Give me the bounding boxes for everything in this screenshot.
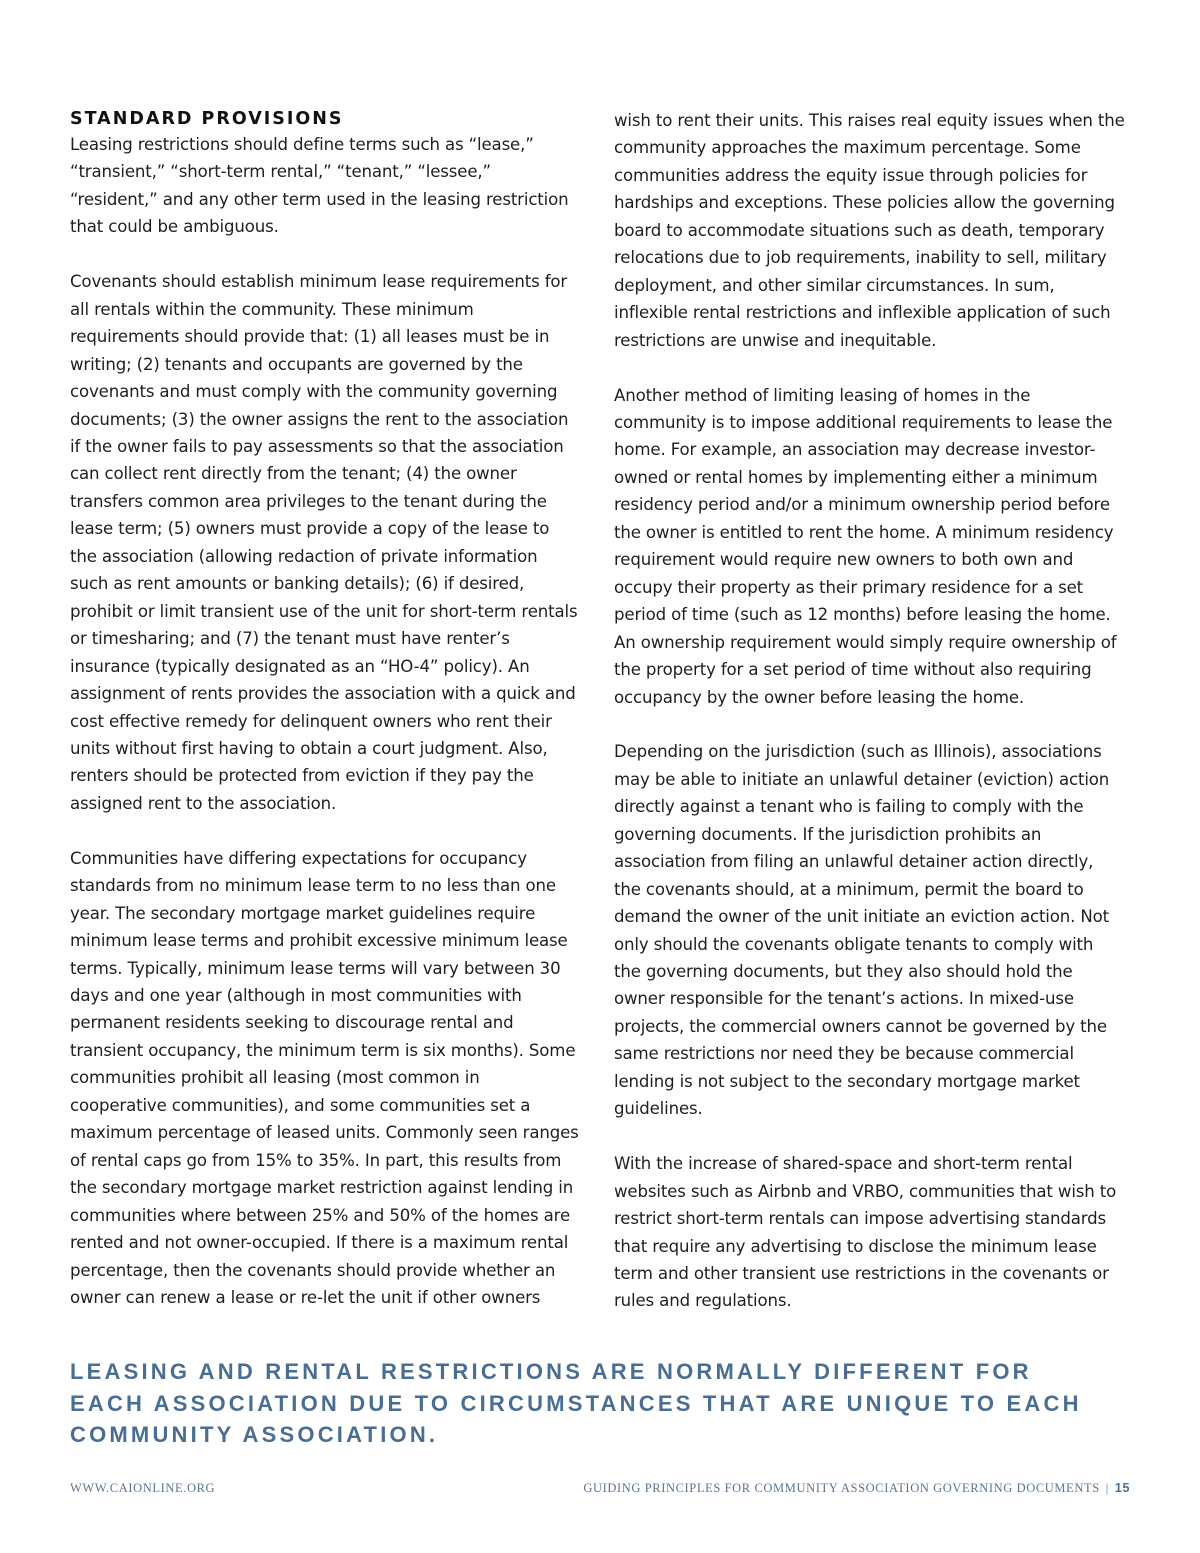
text-line: hardships and exceptions. These policies allow the governing — [614, 193, 1115, 213]
text-line: only should the covenants obligate tenants to comply with — [614, 934, 1094, 954]
text-line: occupy their property as their primary residence for a set — [614, 577, 1084, 597]
section-heading: STANDARD PROVISIONS — [70, 109, 344, 129]
text-line: requirements should provide that: (1) all leases must be in — [70, 327, 550, 347]
text-line: days and one year (although in most communities with — [70, 986, 522, 1006]
text-line: “resident,” and any other term used in the leasing restriction — [70, 189, 569, 209]
left-column — [70, 107, 610, 1339]
text-line: Leasing restrictions should define terms such as “lease,” — [70, 135, 534, 154]
text-line: Depending on the jurisdiction (such as Illinois), associations — [614, 742, 1102, 762]
text-line: demand the owner of the unit initiate an eviction action. Not — [614, 907, 1109, 927]
pull-quote-line: COMMUNITY ASSOCIATION. — [70, 1422, 439, 1447]
text-line: term and other transient use restrictions in the covenants or — [614, 1263, 1109, 1283]
text-line: association from filing an unlawful detainer action directly, — [614, 852, 1094, 872]
text-line: writing; (2) tenants and occupants are governed by the — [70, 354, 523, 374]
text-line: the owner is entitled to rent the home. A minimum residency — [614, 522, 1114, 542]
text-line: the covenants should, at a minimum, permit the board to — [614, 879, 1084, 899]
text-line: if the owner fails to pay assessments so that the association — [70, 436, 564, 456]
right-column — [614, 107, 1154, 1342]
text-line: the association (allowing redaction of private information — [70, 546, 538, 566]
text-line: minimum lease terms and prohibit excessive minimum lease — [70, 931, 568, 951]
text-line: websites such as Airbnb and VRBO, communities that wish to — [614, 1181, 1117, 1201]
text-line: communities address the equity issue through policies for — [614, 165, 1088, 185]
text-line: community is to impose additional requirements to lease the — [614, 412, 1113, 432]
text-line: restrictions are unwise and inequitable. — [614, 330, 937, 350]
paragraph — [614, 382, 1154, 711]
text-line: the secondary mortgage market restriction against lending in — [70, 1178, 574, 1198]
pull-quote — [70, 1356, 1082, 1451]
paragraph — [614, 107, 1154, 354]
paragraph — [614, 738, 1154, 1122]
text-line: restrict short-term rentals can impose advertising standards — [614, 1209, 1107, 1229]
text-line: relocations due to job requirements, inability to sell, military — [614, 248, 1107, 268]
text-line: home. For example, an association may decrease investor- — [614, 440, 1096, 460]
text-line: transient occupancy, the minimum term is six months). Some — [70, 1040, 576, 1060]
text-line: directly against a tenant who is failing to comply with the — [614, 797, 1084, 817]
text-line: rented and not owner-occupied. If there is a maximum rental — [70, 1233, 569, 1253]
text-line: inflexible rental restrictions and inflexible application of such — [614, 303, 1111, 323]
footer-separator: | — [1105, 1481, 1109, 1495]
text-line: owner responsible for the tenant’s actions. In mixed-use — [614, 989, 1074, 1009]
text-line: guidelines. — [614, 1099, 703, 1119]
text-line: such as rent amounts or banking details); (6) if desired, — [70, 574, 525, 594]
text-line: permanent residents seeking to discourage rental and — [70, 1013, 514, 1033]
text-line: governing documents. If the jurisdiction prohibits an — [614, 824, 1042, 844]
text-line: or timesharing; and (7) the tenant must have renter’s — [70, 629, 510, 649]
text-line: deployment, and other similar circumstances. In sum, — [614, 275, 1055, 295]
text-line: board to accommodate situations such as death, temporary — [614, 220, 1105, 240]
text-line: the property for a set period of time without also requiring — [614, 660, 1092, 680]
text-line: same restrictions nor need they be because commercial — [614, 1044, 1074, 1064]
text-line: community approaches the maximum percentage. Some — [614, 138, 1081, 158]
text-line: may be able to initiate an unlawful detainer (eviction) action — [614, 769, 1110, 789]
text-line: covenants and must comply with the community governing — [70, 382, 558, 402]
text-line: wish to rent their units. This raises real equity issues when the — [614, 111, 1125, 130]
text-line: With the increase of shared-space and short-term rental — [614, 1154, 1073, 1174]
text-line: insurance (typically designated as an “HO-4” policy). An — [70, 656, 530, 676]
text-line: lease term; (5) owners must provide a copy of the lease to — [70, 519, 550, 539]
text-line: assignment of rents provides the association with a quick and — [70, 684, 576, 704]
text-line: occupancy by the owner before leasing the home. — [614, 687, 1025, 707]
text-line: projects, the commercial owners cannot be governed by the — [614, 1016, 1107, 1036]
footer-website: WWW.CAIONLINE.ORG — [70, 1481, 216, 1495]
pull-quote-line: LEASING AND RENTAL RESTRICTIONS ARE NORMALLY DIFFERENT FOR — [70, 1359, 1032, 1384]
text-line: requirement would require new owners to both own and — [614, 550, 1074, 570]
text-line: maximum percentage of leased units. Commonly seen ranges — [70, 1123, 579, 1143]
text-line: can collect rent directly from the tenant; (4) the owner — [70, 464, 517, 484]
page-number: 15 — [1114, 1481, 1130, 1495]
text-line: that require any advertising to disclose the minimum lease — [614, 1236, 1097, 1256]
text-line: “transient,” “short-term rental,” “tenant,” “lessee,” — [70, 162, 491, 182]
text-line: period of time (such as 12 months) before leasing the home. — [614, 605, 1111, 625]
text-line: standards from no minimum lease term to no less than one — [70, 876, 556, 896]
text-line: transfers common area privileges to the tenant during the — [70, 491, 547, 511]
text-line: owned or rental homes by implementing either a minimum — [614, 467, 1098, 487]
text-line: cooperative communities), and some communities set a — [70, 1095, 531, 1115]
text-line: prohibit or limit transient use of the unit for short-term rentals — [70, 601, 578, 621]
text-line: Covenants should establish minimum lease requirements for — [70, 272, 568, 292]
text-line: units without first having to obtain a court judgment. Also, — [70, 738, 548, 758]
text-line: all rentals within the community. These minimum — [70, 299, 474, 319]
footer-right — [583, 1481, 1130, 1496]
text-line: of rental caps go from 15% to 35%. In part, this results from — [70, 1150, 562, 1170]
paragraph — [614, 1150, 1154, 1315]
text-line: rules and regulations. — [614, 1291, 792, 1311]
text-line: owner can renew a lease or re-let the unit if other owners — [70, 1288, 541, 1307]
text-line: terms. Typically, minimum lease terms will vary between 30 — [70, 958, 561, 978]
right-paragraphs — [614, 107, 1154, 1315]
text-line: communities where between 25% and 50% of the homes are — [70, 1205, 571, 1225]
text-line: Communities have differing expectations for occupancy — [70, 848, 527, 868]
text-line: lending is not subject to the secondary mortgage market — [614, 1071, 1080, 1091]
footer-doc-title: GUIDING PRINCIPLES FOR COMMUNITY ASSOCIATION GOVERNING DOCUMENTS — [583, 1481, 1100, 1495]
text-line: assigned rent to the association. — [70, 793, 337, 813]
pull-quote-line: EACH ASSOCIATION DUE TO CIRCUMSTANCES THAT ARE UNIQUE TO EACH — [70, 1390, 1082, 1416]
text-line: Another method of limiting leasing of homes in the — [614, 385, 1031, 405]
text-line: year. The secondary mortgage market guidelines require — [70, 903, 536, 923]
text-line: percentage, then the covenants should provide whether an — [70, 1260, 556, 1280]
paragraph — [70, 131, 610, 241]
text-line: the governing documents, but they also should hold the — [614, 962, 1073, 982]
text-line: residency period and/or a minimum ownership period before — [614, 495, 1110, 515]
paragraph — [70, 268, 610, 817]
text-line: that could be ambiguous. — [70, 217, 279, 237]
paragraph — [70, 845, 610, 1312]
left-paragraphs — [70, 131, 610, 1311]
text-line: cost effective remedy for delinquent owners who rent their — [70, 711, 552, 731]
text-line: communities prohibit all leasing (most common in — [70, 1068, 480, 1088]
text-line: An ownership requirement would simply require ownership of — [614, 632, 1117, 652]
text-line: renters should be protected from eviction if they pay the — [70, 766, 534, 786]
text-line: documents; (3) the owner assigns the rent to the association — [70, 409, 569, 429]
